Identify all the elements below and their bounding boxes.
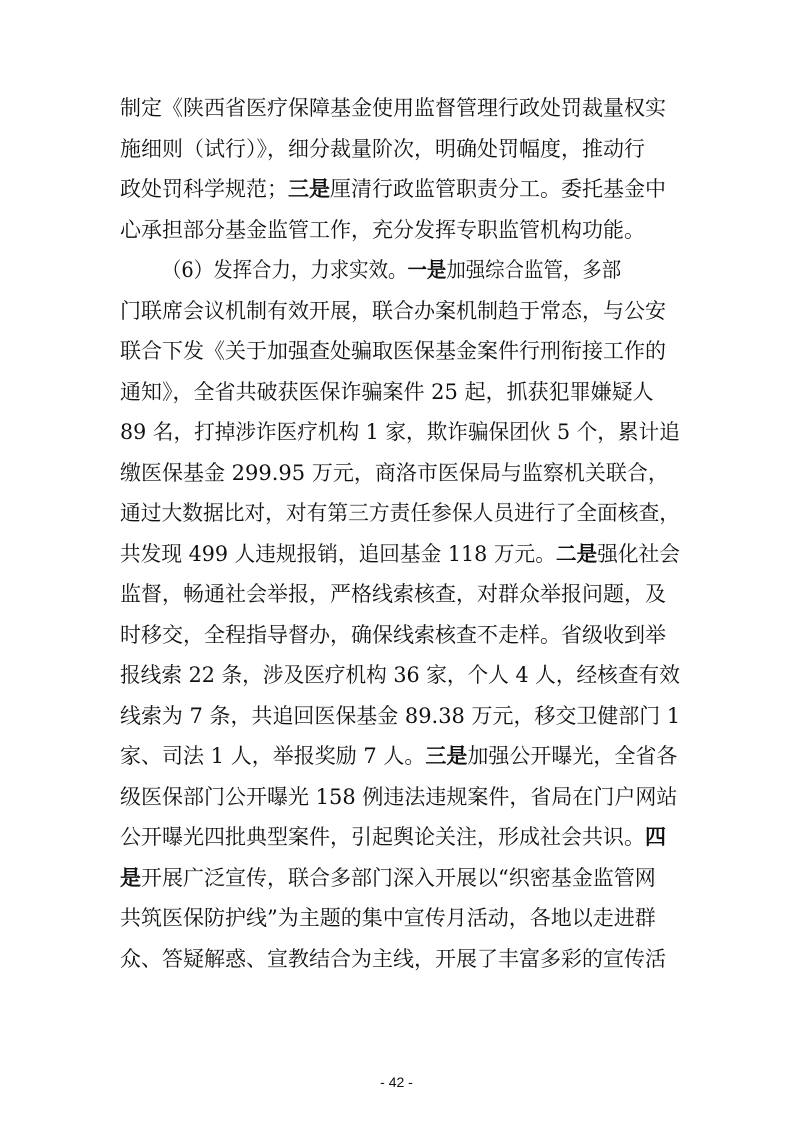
text-segment: 门联席会议机制有效开展，联合办案机制趋于常态，与公安 [120, 298, 666, 323]
bold-marker: 四 [645, 825, 666, 849]
text-line [120, 539, 680, 569]
text-line [120, 458, 680, 488]
text-segment: 厘清行政监管职责分工。委托基金中 [330, 177, 666, 201]
bold-marker: 三是 [425, 744, 468, 768]
text-line [120, 296, 680, 326]
text-line [120, 741, 680, 771]
text-segment: 开展广泛宣传，联合多部门深入开展以“织密基金监管网 [141, 865, 656, 890]
text-line [120, 215, 680, 245]
text-line [120, 336, 680, 366]
text-line [120, 579, 680, 609]
text-line [162, 255, 680, 285]
text-segment: 线索为 7 条，共追回医保基金 89.38 万元，移交卫健部门 1 [120, 703, 681, 728]
text-line [120, 174, 680, 204]
text-segment: 联合下发《关于加强查处骗取医保基金案件行刑衔接工作的 [120, 339, 666, 363]
text-line [120, 134, 680, 164]
text-segment: 心承担部分基金监管工作，充分发挥专职监管机构功能。 [120, 217, 645, 242]
bold-marker: 三是 [288, 177, 330, 201]
text-segment: 通过大数据比对，对有第三方责任参保人员进行了全面核查， [120, 501, 680, 525]
text-segment: 加强公开曝光，全省各 [467, 744, 678, 768]
text-segment: （6）发挥合力，力求实效。 [162, 258, 408, 282]
text-segment: 级医保部门公开曝光 158 例违法违规案件，省局在门户网站 [120, 784, 678, 809]
text-line [120, 944, 680, 974]
bold-marker: 是 [120, 865, 141, 890]
text-segment: 缴医保基金 299.95 万元，商洛市医保局与监察机关联合， [120, 460, 669, 485]
text-segment: 监督，畅通社会举报，严格线索核查，对群众举报问题，及 [120, 582, 666, 606]
text-line [120, 782, 680, 812]
bold-marker: 一是 [407, 258, 447, 282]
text-line [120, 93, 680, 123]
text-line [120, 417, 680, 447]
text-segment: 公开曝光四批典型案件，引起舆论关注，形成社会共识。 [120, 825, 645, 849]
text-segment: 89 名，打掉涉诈医疗机构 1 家，欺诈骗保团伙 5 个，累计追 [120, 420, 680, 444]
text-segment: 报线索 22 条，涉及医疗机构 36 家，个人 4 人，经核查有效 [120, 663, 680, 687]
text-segment: 通知》，全省共破获医保诈骗案件 25 起，抓获犯罪嫌疑人 [120, 379, 654, 404]
text-segment: 家、司法 1 人，举报奖励 7 人。 [120, 744, 426, 768]
page-number: - 42 - [380, 1074, 413, 1090]
text-segment: 强化社会 [597, 541, 680, 566]
text-segment: 加强综合监管，多部 [446, 258, 622, 282]
text-segment: 众、答疑解惑、宣教结合为主线，开展了丰富多彩的宣传活 [120, 946, 666, 971]
text-line [120, 903, 680, 933]
text-segment: 制定《陕西省医疗保障基金使用监督管理行政处罚裁量权实 [120, 96, 666, 120]
text-line [120, 701, 679, 731]
text-line [120, 620, 680, 650]
bold-marker: 二是 [555, 541, 598, 566]
text-segment: 政处罚科学规范； [120, 177, 288, 201]
text-segment: 共发现 499 人违规报销，追回基金 118 万元。 [120, 541, 556, 566]
text-line [120, 822, 680, 852]
text-line [120, 377, 680, 407]
text-segment: 施细则（试行）》，细分裁量阶次，明确处罚幅度，推动行 [120, 136, 645, 161]
text-line [120, 863, 680, 893]
text-segment: 共筑医保防护线”为主题的集中宣传月活动，各地以走进群 [120, 906, 656, 930]
text-line [120, 660, 680, 690]
text-line [120, 498, 680, 528]
text-segment: 时移交，全程指导督办，确保线索核查不走样。省级收到举 [120, 622, 666, 647]
